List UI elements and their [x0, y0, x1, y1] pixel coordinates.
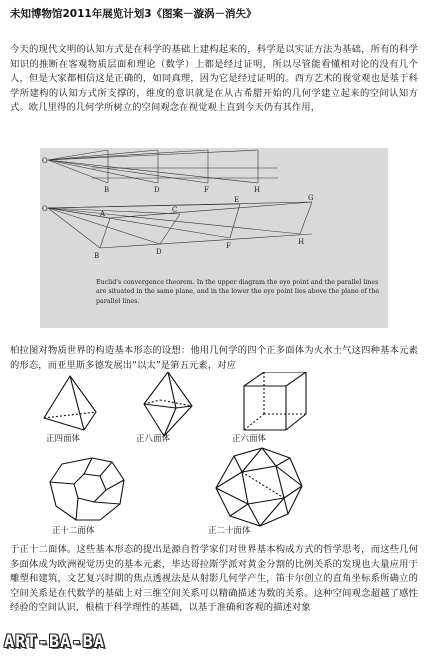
point-label: H [298, 238, 305, 246]
cube-shape [244, 372, 306, 430]
point-label: B [104, 186, 110, 194]
tetrahedron-shape [44, 376, 96, 430]
watermark-logo: ART-BA-BA [4, 632, 106, 652]
icosahedron-label: 正二十面体 [208, 526, 251, 536]
point-label: F [226, 242, 231, 250]
document-title: 未知博物馆2011年展览计划3《图案－漩涡－消失》 [10, 8, 257, 20]
point-label: G [308, 194, 314, 202]
point-label: D [154, 186, 160, 194]
euclid-caption: Euclid's convergence theorem. In the upper diagram the eye point and the parallel lines are situated in the same plane, and in the lower the eye point lies above the plane of the parallel lines. [96, 279, 380, 305]
platonic-solids-diagram [36, 372, 406, 544]
point-label: E [234, 196, 240, 204]
octahedron-shape [144, 372, 192, 436]
platonic-solids-figure [36, 372, 406, 544]
dodecahedron-shape [50, 458, 124, 520]
point-label: A [100, 210, 106, 218]
paragraph-intro: 今天的现代文明的认知方式是在科学的基础上建构起来的，科学是以实证方法为基础，所有的科学知识的推断在客观物质层面和理论（数学）上都是经过证明，所以尽管能看懂相对论的没有几个人，但是大家都相信这是正确的，如同真理，因为它是经过证明的。西方艺术的视觉观也是基于科学所建构的认知方式所支撑的，维度的意识就是在从古希腊开始的几何学建立起来的空间认知方式。欧几里得的几何学所树立的空间观念在视觉观上直到今天仍有其作用， [10, 44, 418, 114]
eye-point-label: O [42, 205, 48, 213]
eye-point-label: O [42, 157, 48, 165]
cube-label: 正六面体 [232, 434, 267, 444]
point-label: H [254, 186, 261, 194]
paragraph-plato: 柏拉图对物质世界的构造基本形态的设想：他用几何学的四个正多面体为火水土气这四种基本元素的形态，而亚里斯多德发展出“以太”是第五元素，对应 [10, 345, 418, 371]
tetrahedron-label: 正四面体 [46, 434, 81, 444]
octahedron-label: 正八面体 [136, 434, 171, 444]
point-label: D [156, 248, 162, 256]
point-label: C [172, 206, 178, 214]
point-label: B [94, 252, 100, 260]
dodecahedron-label: 正十二面体 [52, 526, 95, 536]
point-label: F [204, 186, 209, 194]
icosahedron-shape [216, 448, 302, 526]
paragraph-geometry-history: 于正十二面体。这些基本形态的提出是源自哲学家们对世界基本构成方式的哲学思考，而这些几何多面体成为欧洲视觉历史的基本元素，毕达哥拉斯学派对黄金分割的比例关系的发现也大量应用于雕塑和建筑，文艺复兴时期的焦点透视法是从射影几何学产生，笛卡尔创立的直角坐标系所确立的空间关系是在代数学的基础上对三维空间关系可以精确描述为数的关系。这种空间观念超越了感性经验的空间认识，根植于科学理性的基础，以基于准确和客观的描述对象 [10, 544, 418, 614]
euclid-figure [40, 148, 388, 328]
